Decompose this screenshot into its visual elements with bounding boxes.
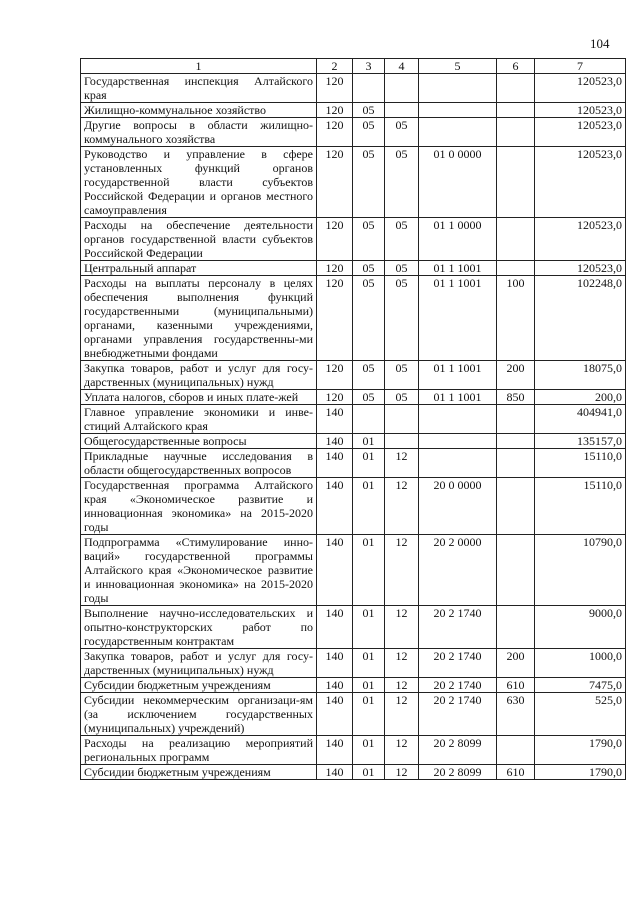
subsection-code-cell: 12 [385,478,419,535]
table-row [81,74,626,103]
expense-type-code-cell [497,261,535,276]
target-article-code-cell: 20 2 8099 [419,765,497,780]
target-article-code-cell: 20 2 8099 [419,736,497,765]
header-col-2: 2 [317,59,353,74]
amount-cell: 120523,0 [535,74,626,103]
section-code-cell: 01 [353,736,385,765]
subsection-code-cell: 12 [385,535,419,606]
subsection-code-cell: 12 [385,606,419,649]
amount-cell: 1790,0 [535,736,626,765]
header-col-5: 5 [419,59,497,74]
target-article-code-cell: 20 2 1740 [419,693,497,736]
ministry-code-cell: 120 [317,276,353,361]
expense-type-code-cell: 850 [497,390,535,405]
section-code-cell: 05 [353,118,385,147]
table-row [81,147,626,218]
target-article-code-cell: 20 2 0000 [419,535,497,606]
amount-cell: 15110,0 [535,478,626,535]
expense-type-code-cell [497,736,535,765]
table-row [81,218,626,261]
table-row [81,261,626,276]
table-row [81,434,626,449]
subsection-code-cell: 05 [385,390,419,405]
expense-type-code-cell: 610 [497,765,535,780]
item-name-cell: Субсидии некоммерческим организаци-ям (за исключением государственных (муниципальных) учреждений) [81,693,317,736]
amount-cell: 1790,0 [535,765,626,780]
expense-type-code-cell [497,405,535,434]
target-article-code-cell: 20 2 1740 [419,649,497,678]
subsection-code-cell [385,74,419,103]
amount-cell: 200,0 [535,390,626,405]
target-article-code-cell: 01 1 1001 [419,261,497,276]
item-name-cell: Другие вопросы в области жилищно-коммунального хозяйства [81,118,317,147]
ministry-code-cell: 140 [317,434,353,449]
subsection-code-cell: 12 [385,736,419,765]
header-col-4: 4 [385,59,419,74]
table-row [81,535,626,606]
item-name-cell: Расходы на выплаты персоналу в целях обеспечения выполнения функций государственными (муниципальными) органами, казенными учреждениями, органами управления государственны-ми внебюджетными фондами [81,276,317,361]
item-name-cell: Расходы на реализацию мероприятий региональных программ [81,736,317,765]
amount-cell: 120523,0 [535,118,626,147]
table-row [81,478,626,535]
target-article-code-cell: 01 1 1001 [419,390,497,405]
section-code-cell [353,74,385,103]
item-name-cell: Уплата налогов, сборов и иных плате-жей [81,390,317,405]
target-article-code-cell: 20 0 0000 [419,478,497,535]
table-row [81,765,626,780]
ministry-code-cell: 140 [317,765,353,780]
item-name-cell: Руководство и управление в сфере установленных функций органов государственной власти субъектов Российской Федерации и органов местного самоуправления [81,147,317,218]
section-code-cell: 05 [353,390,385,405]
target-article-code-cell [419,103,497,118]
amount-cell: 120523,0 [535,261,626,276]
header-col-1: 1 [81,59,317,74]
target-article-code-cell [419,449,497,478]
table-row [81,736,626,765]
ministry-code-cell: 140 [317,449,353,478]
expense-type-code-cell: 100 [497,276,535,361]
subsection-code-cell: 05 [385,147,419,218]
item-name-cell: Субсидии бюджетным учреждениям [81,678,317,693]
item-name-cell: Государственная программа Алтайского края «Экономическое развитие и инновационная экономика» на 2015-2020 годы [81,478,317,535]
header-col-3: 3 [353,59,385,74]
ministry-code-cell: 140 [317,649,353,678]
amount-cell: 120523,0 [535,218,626,261]
target-article-code-cell [419,118,497,147]
expense-type-code-cell: 610 [497,678,535,693]
target-article-code-cell [419,405,497,434]
expense-type-code-cell [497,535,535,606]
amount-cell: 9000,0 [535,606,626,649]
section-code-cell: 01 [353,765,385,780]
subsection-code-cell: 05 [385,218,419,261]
ministry-code-cell: 140 [317,693,353,736]
expense-type-code-cell: 200 [497,361,535,390]
table-row [81,649,626,678]
expense-type-code-cell: 630 [497,693,535,736]
amount-cell: 102248,0 [535,276,626,361]
subsection-code-cell: 05 [385,276,419,361]
section-code-cell [353,405,385,434]
target-article-code-cell [419,434,497,449]
section-code-cell: 05 [353,147,385,218]
expense-type-code-cell [497,103,535,118]
item-name-cell: Центральный аппарат [81,261,317,276]
page-number: 104 [590,36,610,51]
ministry-code-cell: 120 [317,147,353,218]
item-name-cell: Общегосударственные вопросы [81,434,317,449]
table-row [81,361,626,390]
header-row [81,59,626,74]
amount-cell: 120523,0 [535,147,626,218]
section-code-cell: 05 [353,361,385,390]
expense-type-code-cell [497,606,535,649]
ministry-code-cell: 120 [317,74,353,103]
table-row [81,276,626,361]
table-row [81,678,626,693]
expense-type-code-cell [497,74,535,103]
amount-cell: 10790,0 [535,535,626,606]
ministry-code-cell: 120 [317,390,353,405]
item-name-cell: Прикладные научные исследования в области общегосударственных вопросов [81,449,317,478]
subsection-code-cell: 05 [385,361,419,390]
ministry-code-cell: 140 [317,606,353,649]
header-col-6: 6 [497,59,535,74]
ministry-code-cell: 120 [317,261,353,276]
section-code-cell: 01 [353,449,385,478]
amount-cell: 135157,0 [535,434,626,449]
ministry-code-cell: 120 [317,118,353,147]
item-name-cell: Расходы на обеспечение деятельности органов государственной власти субъектов Российской Федерации [81,218,317,261]
section-code-cell: 05 [353,276,385,361]
amount-cell: 18075,0 [535,361,626,390]
section-code-cell: 05 [353,218,385,261]
section-code-cell: 01 [353,693,385,736]
subsection-code-cell: 12 [385,693,419,736]
section-code-cell: 01 [353,649,385,678]
subsection-code-cell: 12 [385,765,419,780]
expense-type-code-cell [497,434,535,449]
subsection-code-cell: 05 [385,261,419,276]
expense-type-code-cell [497,449,535,478]
section-code-cell: 05 [353,103,385,118]
amount-cell: 120523,0 [535,103,626,118]
subsection-code-cell: 12 [385,678,419,693]
subsection-code-cell [385,405,419,434]
ministry-code-cell: 140 [317,405,353,434]
section-code-cell: 01 [353,478,385,535]
table-row [81,103,626,118]
header-col-7: 7 [535,59,626,74]
item-name-cell: Закупка товаров, работ и услуг для госу-дарственных (муниципальных) нужд [81,649,317,678]
subsection-code-cell [385,103,419,118]
target-article-code-cell: 01 0 0000 [419,147,497,218]
ministry-code-cell: 120 [317,361,353,390]
table-row [81,118,626,147]
ministry-code-cell: 140 [317,478,353,535]
table-row [81,606,626,649]
ministry-code-cell: 120 [317,103,353,118]
table-row [81,449,626,478]
amount-cell: 1000,0 [535,649,626,678]
item-name-cell: Государственная инспекция Алтайского края [81,74,317,103]
amount-cell: 7475,0 [535,678,626,693]
section-code-cell: 01 [353,434,385,449]
table-row [81,390,626,405]
expense-type-code-cell: 200 [497,649,535,678]
item-name-cell: Жилищно-коммунальное хозяйство [81,103,317,118]
subsection-code-cell: 12 [385,649,419,678]
item-name-cell: Субсидии бюджетным учреждениям [81,765,317,780]
subsection-code-cell: 05 [385,118,419,147]
item-name-cell: Главное управление экономики и инве-стиций Алтайского края [81,405,317,434]
target-article-code-cell: 01 1 1001 [419,361,497,390]
expense-type-code-cell [497,478,535,535]
amount-cell: 404941,0 [535,405,626,434]
ministry-code-cell: 140 [317,678,353,693]
expense-type-code-cell [497,118,535,147]
expense-type-code-cell [497,218,535,261]
target-article-code-cell: 01 1 0000 [419,218,497,261]
item-name-cell: Выполнение научно-исследовательских и опытно-конструкторских работ по государственным контрактам [81,606,317,649]
item-name-cell: Закупка товаров, работ и услуг для госу-дарственных (муниципальных) нужд [81,361,317,390]
target-article-code-cell: 20 2 1740 [419,678,497,693]
target-article-code-cell [419,74,497,103]
subsection-code-cell: 12 [385,449,419,478]
table-row [81,693,626,736]
section-code-cell: 01 [353,606,385,649]
ministry-code-cell: 120 [317,218,353,261]
amount-cell: 525,0 [535,693,626,736]
ministry-code-cell: 140 [317,535,353,606]
table-row [81,405,626,434]
item-name-cell: Подпрограмма «Стимулирование инно-ваций» государственной программы Алтайского края «Экономическое развитие и инновационная экономика» на 2015-2020 годы [81,535,317,606]
ministry-code-cell: 140 [317,736,353,765]
amount-cell: 15110,0 [535,449,626,478]
section-code-cell: 01 [353,678,385,693]
target-article-code-cell: 20 2 1740 [419,606,497,649]
section-code-cell: 01 [353,535,385,606]
target-article-code-cell: 01 1 1001 [419,276,497,361]
subsection-code-cell [385,434,419,449]
section-code-cell: 05 [353,261,385,276]
budget-table [80,58,626,780]
expense-type-code-cell [497,147,535,218]
